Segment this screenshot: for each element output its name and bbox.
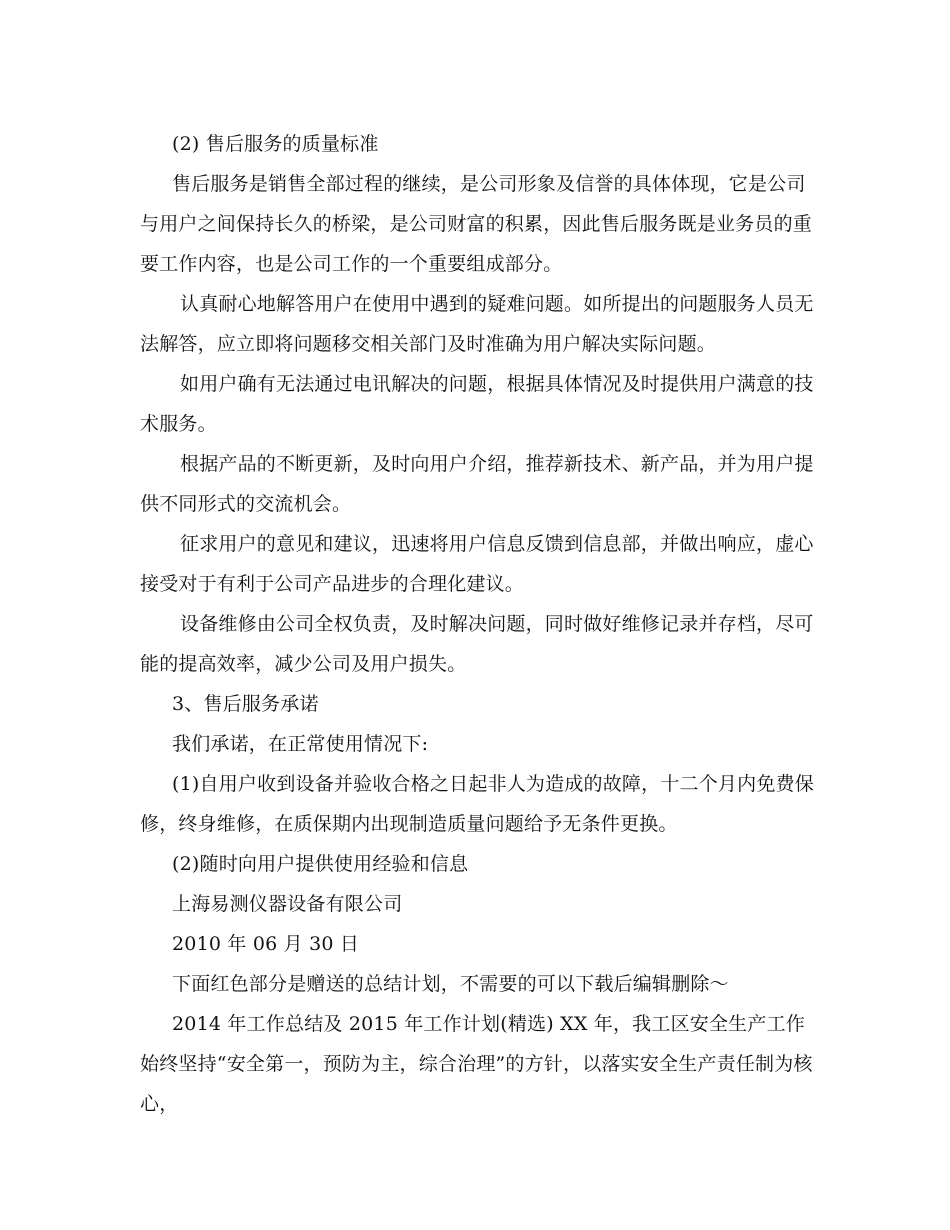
paragraph-service-intro: 售后服务是销售全部过程的继续，是公司形象及信誉的具体体现，它是公司与用户之间保持长久的桥梁，是公司财富的积累，因此售后服务既是业务员的重要工作内容，也是公司工作的一个重要组成部分。 (140, 173, 813, 275)
paragraph-answer-questions: 认真耐心地解答用户在使用中遇到的疑难问题。如所提出的问题服务人员无法解答，应立即将问题移交相关部门及时准确为用户解决实际问题。 (140, 293, 814, 355)
paragraph-feedback: 征求用户的意见和建议，迅速将用户信息反馈到信息部，并做出响应，虚心接受对于有利于公司产品进步的合理化建议。 (140, 533, 814, 595)
paragraph-product-updates: 根据产品的不断更新，及时向用户介绍，推荐新技术、新产品，并为用户提供不同形式的交流机会。 (140, 453, 814, 515)
section-heading-commitment: 3、售后服务承诺 (172, 693, 319, 715)
document-date: 2010 年 06 月 30 日 (172, 933, 360, 955)
paragraph-work-summary: 2014 年工作总结及 2015 年工作计划(精选) XX 年，我工区安全生产工作始终坚持“安全第一，预防为主，综合治理”的方针，以落实安全生产责任制为核心， (140, 1013, 813, 1115)
paragraph-onsite-service: 如用户确有无法通过电讯解决的问题，根据具体情况及时提供用户满意的技术服务。 (140, 373, 814, 435)
paragraph-commitment-2: (2)随时向用户提供使用经验和信息 (172, 853, 469, 875)
paragraph-bonus-note: 下面红色部分是赠送的总结计划，不需要的可以下载后编辑删除～ (172, 973, 729, 995)
paragraph-commitment-intro: 我们承诺，在正常使用情况下: (172, 733, 429, 755)
document-page (140, 124, 820, 1124)
company-name: 上海易测仪器设备有限公司 (172, 893, 403, 915)
paragraph-maintenance: 设备维修由公司全权负责，及时解决问题，同时做好维修记录并存档，尽可能的提高效率，减少公司及用户损失。 (140, 613, 814, 675)
paragraph-commitment-1: (1)自用户收到设备并验收合格之日起非人为造成的故障，十二个月内免费保修，终身维修，在质保期内出现制造质量问题给予无条件更换。 (140, 773, 814, 835)
section-heading-quality-standard: (2) 售后服务的质量标准 (172, 133, 379, 155)
